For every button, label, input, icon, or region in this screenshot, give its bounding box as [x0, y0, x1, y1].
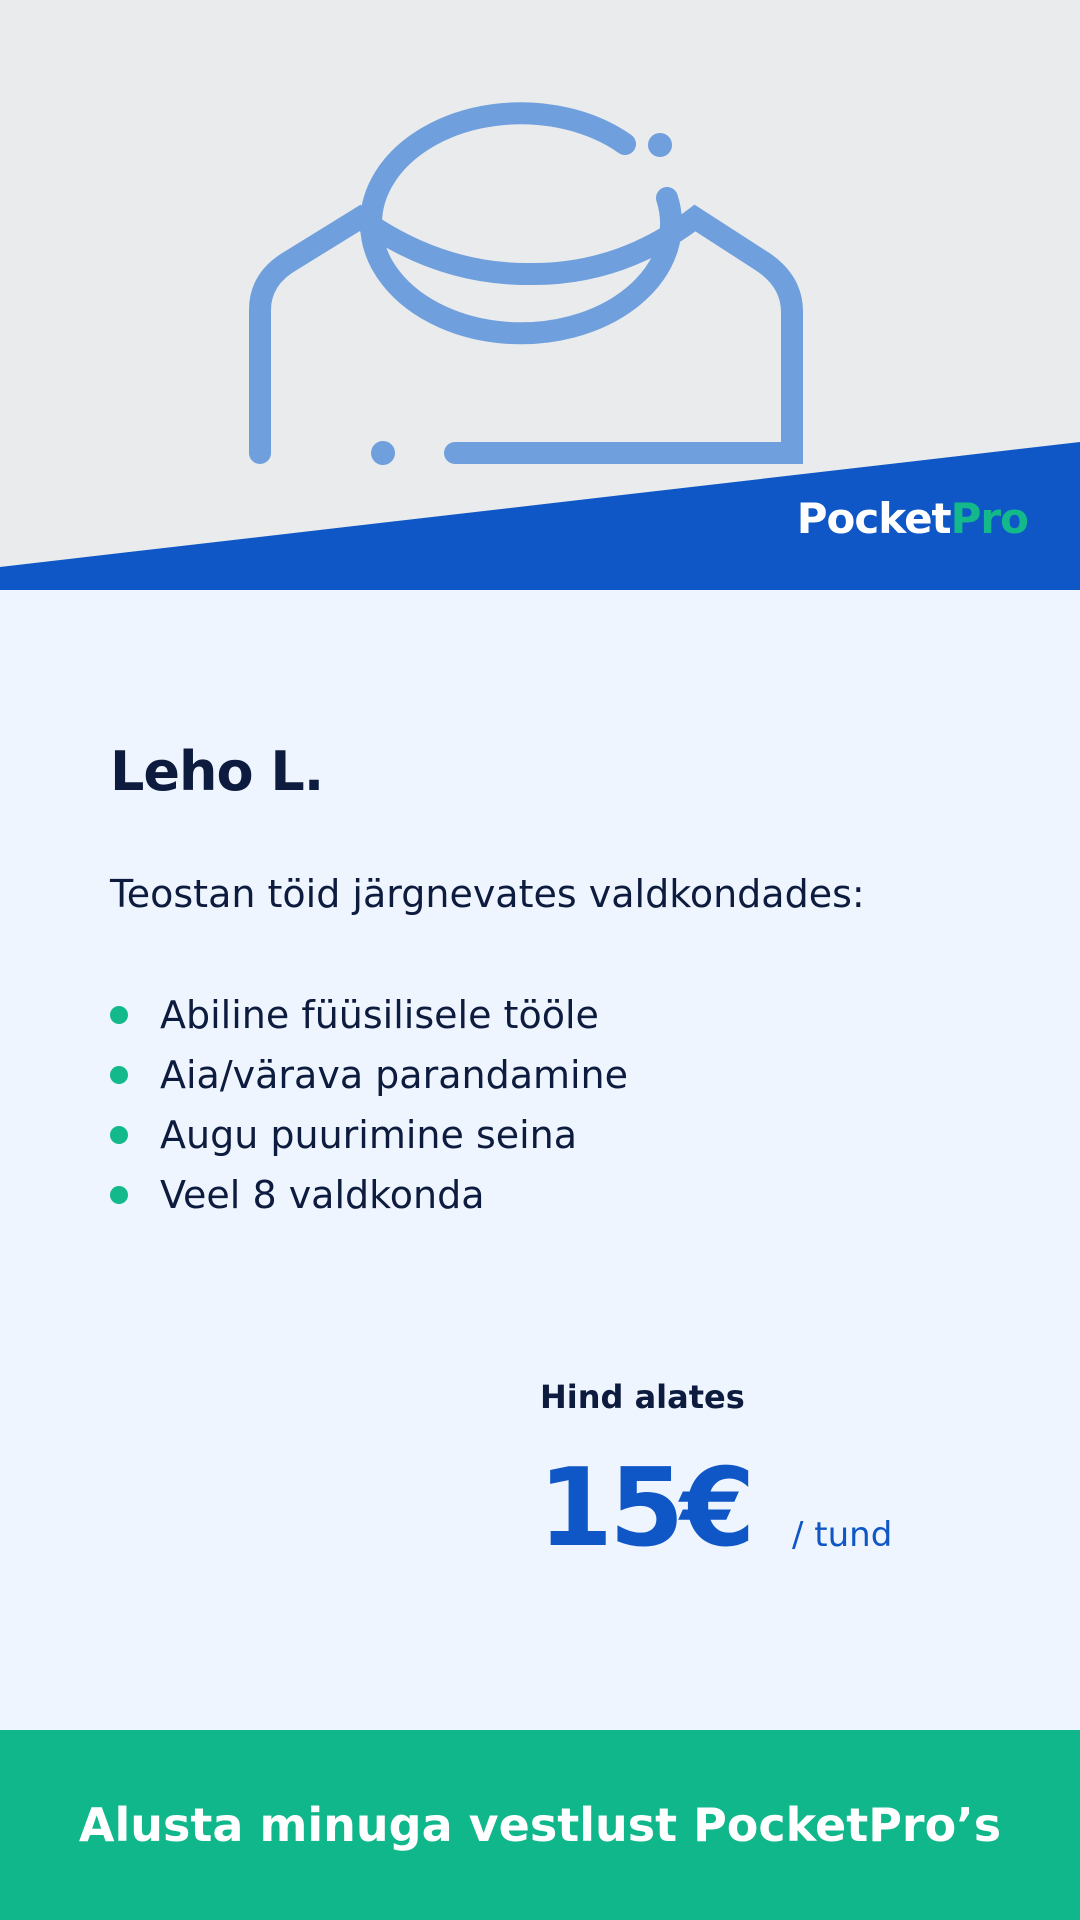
service-label: Aia/värava parandamine	[160, 1053, 629, 1097]
logo-pro: Pro	[950, 494, 1028, 543]
logo-pocket: Pocket	[796, 494, 951, 543]
service-item	[110, 1165, 628, 1225]
price-label: Hind alates	[540, 1378, 745, 1416]
service-label: Augu puurimine seina	[160, 1113, 578, 1157]
service-item	[110, 1045, 628, 1105]
pocketpro-logo	[796, 494, 1028, 543]
price-unit: / tund	[792, 1515, 893, 1555]
profile-hero	[0, 0, 1080, 590]
services-list	[110, 985, 628, 1225]
service-label: Veel 8 valdkonda	[160, 1173, 485, 1217]
service-item	[110, 1105, 628, 1165]
price-amount: 15€	[538, 1446, 752, 1571]
start-chat-label: Alusta minuga vestlust PocketPro’s	[78, 1798, 1002, 1852]
bullet-dot-icon	[110, 1186, 128, 1204]
service-item	[110, 985, 628, 1045]
services-intro: Teostan töid järgnevates valdkondades:	[110, 872, 865, 916]
bullet-dot-icon	[110, 1006, 128, 1024]
bullet-dot-icon	[110, 1066, 128, 1084]
service-label: Abiline füüsilisele tööle	[160, 993, 599, 1037]
bullet-dot-icon	[110, 1126, 128, 1144]
start-chat-button[interactable]	[0, 1730, 1080, 1920]
profile-name: Leho L.	[110, 740, 324, 803]
